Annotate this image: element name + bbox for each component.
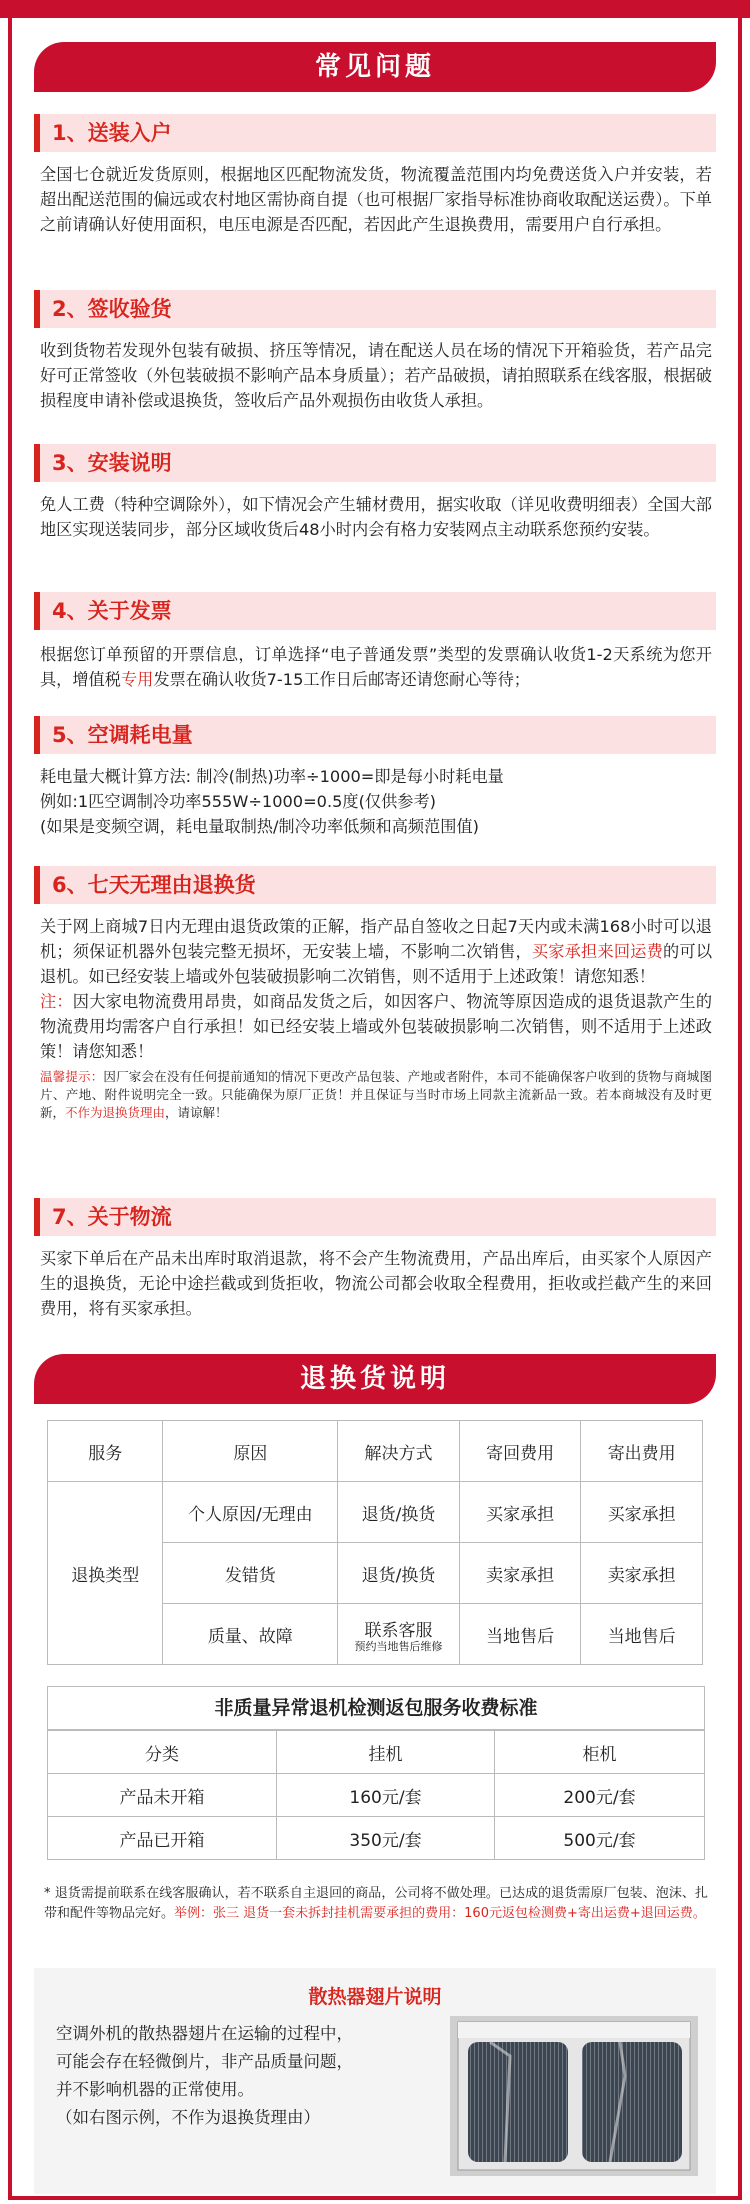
return-table [47, 1420, 703, 1665]
section-5-title: 5、空调耗电量 [34, 716, 716, 754]
fee-wall: 350元/套 [277, 1817, 495, 1860]
header-cell-return-fee: 寄回费用 [459, 1421, 581, 1482]
section-1-paragraph: 全国七仓就近发货原则，根据地区匹配物流发货，物流覆盖范围内均免费送货入户并安装，若超出配送范围的偏远或农村地区需协商自提（也可根据厂家指导标准协商收取配送运费）。下单之前请确认好使用面积，电压电源是否匹配，若因此产生退换费用，需要用户自行承担。 [40, 165, 712, 234]
logistics-paragraph: 买家下单后在产品未出库时取消退款，将不会产生物流费用，产品出库后，由买家个人原因产生的退换货，无论中途拦截或到货拒收，物流公司都会收取全程费用，拒收或拦截产生的来回费用，将有买家承担。 [40, 1249, 712, 1318]
fee-header-wall: 挂机 [277, 1731, 495, 1774]
section-4-title: 4、关于发票 [34, 592, 716, 630]
header-cell-reason: 原因 [163, 1421, 338, 1482]
fee-table-title: 非质量异常退机检测返包服务收费标准 [48, 1687, 704, 1730]
section-2-paragraph: 收到货物若发现外包装有破损、挤压等情况，请在配送人员在场的情况下开箱验货，若产品完好可正常签收（外包装破损不影响产品本身质量）；若产品破损，请拍照联系在线客服，根据破损程度申请补偿或退换货，签收后产品外观损伤由收货人承担。 [40, 341, 712, 410]
table-row [48, 1774, 704, 1817]
header-cell-service: 服务 [48, 1421, 163, 1482]
section-7-text [40, 1246, 712, 1321]
row-solution: 退货/换货 [338, 1543, 460, 1604]
return-note-paragraph [40, 989, 712, 1064]
heatsink-section [34, 1968, 716, 2194]
heatsink-line-3: 并不影响机器的正常使用。 [56, 2080, 254, 2099]
return-policy-paragraph [40, 914, 712, 989]
section-2-title: 2、签收验货 [34, 290, 716, 328]
section-2-text [40, 338, 712, 413]
fee-cabinet: 200元/套 [495, 1774, 705, 1817]
fee-category: 产品未开箱 [48, 1774, 277, 1817]
row-return-fee: 当地售后 [459, 1604, 581, 1665]
row-send-fee: 买家承担 [581, 1482, 703, 1543]
section-6-text [40, 914, 712, 1122]
warm-tip-text-a: 因厂家会在没有任何提前通知的情况下更改产品包装、产地或者附件，本司不能确保客户收到的货物与商城图片、产地、附件说明完全一致。只能确保为原厂正货！并且保证与当时市场上同款主流新品一致。若本商城没有及时更新， [40, 1069, 712, 1120]
row-send-fee: 卖家承担 [581, 1543, 703, 1604]
return-note-label: 注： [40, 992, 73, 1011]
section-7-title: 7、关于物流 [34, 1198, 716, 1236]
section-1-title: 1、送装入户 [34, 114, 716, 152]
return-banner: 退换货说明 [34, 1354, 716, 1404]
power-line-3: (如果是变频空调，耗电量取制热/制冷功率低频和高频范围值) [40, 817, 479, 836]
faq-banner: 常见问题 [34, 42, 716, 92]
row-solution-cell [338, 1604, 460, 1665]
section-3-title: 3、安装说明 [34, 444, 716, 482]
header-cell-send-fee: 寄出费用 [581, 1421, 703, 1482]
fee-header-category: 分类 [48, 1731, 277, 1774]
section-3-text [40, 492, 712, 542]
power-line-2: 例如:1匹空调制冷功率555W÷1000=0.5度(仅供参考) [40, 792, 436, 811]
table-row [48, 1482, 703, 1543]
heatsink-title: 散热器翅片说明 [308, 1986, 442, 2008]
section-5-text [40, 764, 712, 839]
header-cell-solution: 解决方式 [338, 1421, 460, 1482]
return-policy-highlight: 买家承担来回运费 [531, 942, 664, 961]
warm-tip-text-b: ，请谅解！ [165, 1105, 228, 1120]
row-return-fee: 卖家承担 [459, 1543, 581, 1604]
fee-table-header [48, 1731, 704, 1774]
row-solution: 退货/换货 [338, 1482, 460, 1543]
power-line-1: 耗电量大概计算方法: 制冷(制热)功率÷1000=即是每小时耗电量 [40, 767, 504, 786]
section-4-paragraph [40, 642, 712, 692]
fee-table [48, 1730, 704, 1859]
return-policy-text-b: 的可以退机。如已经安装上墙或外包装破损影响二次销售，则不适用于上述政策！请您知悉！ [40, 942, 713, 986]
heatsink-text [56, 2020, 456, 2132]
heatsink-fin-illustration [450, 2016, 698, 2176]
fee-wall: 160元/套 [277, 1774, 495, 1817]
warm-tip-paragraph [40, 1068, 712, 1122]
section-4-text [40, 642, 712, 692]
row-solution-sub: 预约当地售后维修 [354, 1639, 443, 1653]
return-type-label: 退换类型 [48, 1482, 163, 1665]
return-policy-text-a: 关于网上商城7日内无理由退货政策的正解，指产品自签收之日起7天内或未满168小时可以退机；须保证机器外包装完整无损坏，无安装上墙，不影响二次销售， [40, 917, 712, 961]
section-3-paragraph: 免人工费（特种空调除外），如下情况会产生辅材费用，据实收取（详见收费明细表）全国大部地区实现送装同步，部分区域收货后48小时内会有格力安装网点主动联系您预约安装。 [40, 495, 712, 539]
heatsink-line-1: 空调外机的散热器翅片在运输的过程中， [56, 2024, 353, 2043]
row-send-fee: 当地售后 [581, 1604, 703, 1665]
warm-tip-highlight: 不作为退换货理由 [65, 1105, 166, 1120]
fee-note [44, 1884, 708, 1924]
invoice-text-a: 根据您订单预留的开票信息，订单选择“电子普通发票”类型的发票确认收货1-2天系统为您开具，增值税 [40, 645, 712, 689]
heatsink-line-4: （如右图示例，不作为退换货理由） [56, 2108, 320, 2127]
heatsink-line-2: 可能会存在轻微倒片，非产品质量问题， [56, 2052, 353, 2071]
fee-note-paragraph [44, 1884, 708, 1924]
section-1-text [40, 162, 712, 237]
fee-note-text: * 退货需提前联系在线客服确认，若不联系自主退回的商品，公司将不做处理。已达成的退货需原厂包装、泡沫、扎带和配件等物品完好。 [44, 1886, 708, 1921]
fee-cabinet: 500元/套 [495, 1817, 705, 1860]
row-reason: 质量、故障 [163, 1604, 338, 1665]
fee-note-example: 举例：张三 退货一套未拆封挂机需要承担的费用：160元返包检测费+寄出运费+退回运费。 [174, 1906, 706, 1921]
row-solution: 联系客服 [364, 1620, 433, 1641]
warm-tip-label: 温馨提示： [40, 1069, 104, 1084]
return-table-header [48, 1421, 703, 1482]
row-reason: 个人原因/无理由 [163, 1482, 338, 1543]
row-reason: 发错货 [163, 1543, 338, 1604]
heatsink-photo [450, 2016, 698, 2176]
fee-table-box [47, 1686, 705, 1860]
invoice-highlight: 专用 [120, 670, 154, 689]
fee-header-cabinet: 柜机 [495, 1731, 705, 1774]
return-note-text: 因大家电物流费用昂贵，如商品发货之后，如因客户、物流等原因造成的退货退款产生的物流费用均需客户自行承担！如已经安装上墙或外包装破损影响二次销售，则不适用于上述政策！请您知悉！ [40, 992, 713, 1061]
row-return-fee: 买家承担 [459, 1482, 581, 1543]
invoice-text-b: 发票在确认收货7-15工作日后邮寄还请您耐心等待； [153, 670, 530, 689]
section-6-title: 6、七天无理由退换货 [34, 866, 716, 904]
fee-category: 产品已开箱 [48, 1817, 277, 1860]
table-row [48, 1817, 704, 1860]
